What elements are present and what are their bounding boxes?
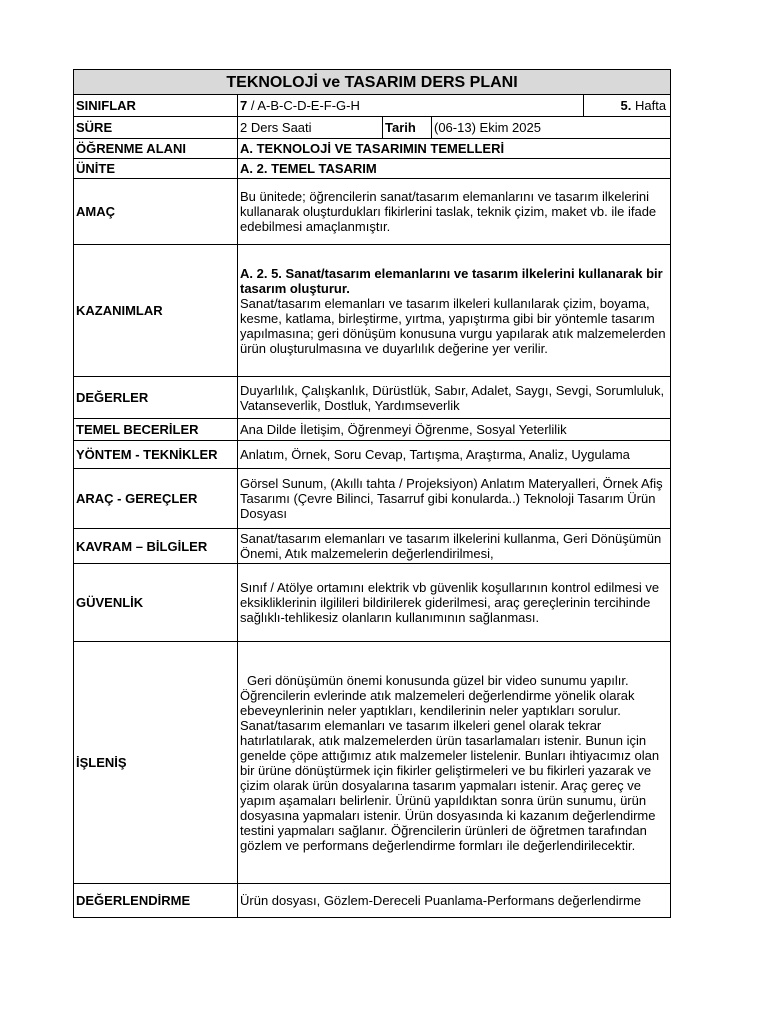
islenis-label: İŞLENİŞ [74,642,238,884]
yontem-value: Anlatım, Örnek, Soru Cevap, Tartışma, Araştırma, Analiz, Uygulama [238,441,671,469]
row-degerler [74,377,671,419]
row-ogrenme-alani [74,139,671,159]
degerlendirme-label: DEĞERLENDİRME [74,884,238,918]
tarih-label: Tarih [383,117,432,139]
guvenlik-label: GÜVENLİK [74,564,238,642]
unite-label: ÜNİTE [74,159,238,179]
tarih-value: (06-13) Ekim 2025 [432,117,671,139]
guvenlik-value: Sınıf / Atölye ortamını elektrik vb güvenlik koşullarının kontrol edilmesi ve eksikliklerinin ilgilileri bildirilerek giderilmesi, araç gereçlerinin tercihinde sağlıklı-tehlikesiz olanların kullanımının sağlanması. [238,564,671,642]
degerler-label: DEĞERLER [74,377,238,419]
week-label: Hafta [631,98,667,113]
row-kazanimlar [74,245,671,377]
islenis-paragraph-2: Sanat/tasarım elemanları ve tasarım ilkeleri genel olarak tekrar hatırlatılarak, atık malzemelerden ürün tasarlamaları istenir. Bunun için genelde çöpe attığımız atık malzemeler listelenir. Bunları ihtiyacımız olan bir ürüne dönüştürmek için fikirler geliştirmeleri ve bu fikirleri yazarak ve çizim olarak ürün dosyalarına tasarım yapmaları istenir. Araç gereç ve yapım aşamaları belirlenir. Ürünü yapıldıktan sonra ürün sunumu, ürün dosyasına yapmaları istenir. Ürün dosyasında ki kazanım değerlendirme testini yapmaları sağlanır. Öğrencilerin ürünleri de öğretmen tarafından gözlem ve performans değerlendirme formları ile değerlendirilecektir. [240,717,660,853]
grade-value: 7 [240,98,248,113]
row-kavram [74,529,671,564]
islenis-cell [238,642,671,884]
row-siniflar [74,95,671,117]
temel-beceriler-value: Ana Dilde İletişim, Öğrenmeyi Öğrenme, Sosyal Yeterlilik [238,419,671,441]
sections-value: / A-B-C-D-E-F-G-H [247,98,360,113]
row-temel-beceriler [74,419,671,441]
temel-beceriler-label: TEMEL BECERİLER [74,419,238,441]
unite-value: A. 2. TEMEL TASARIM [238,159,671,179]
arac-label: ARAÇ - GEREÇLER [74,469,238,529]
siniflar-value [238,95,584,117]
kazanimlar-label: KAZANIMLAR [74,245,238,377]
row-guvenlik [74,564,671,642]
row-sure [74,117,671,139]
kazanim-heading: A. 2. 5. Sanat/tasarım elemanlarını ve tasarım ilkelerini kullanarak bir tasarım oluşturur. [240,265,663,296]
amac-label: AMAÇ [74,179,238,245]
sure-label: SÜRE [74,117,238,139]
sure-value: 2 Ders Saati [238,117,383,139]
row-yontem [74,441,671,469]
kazanim-text: Sanat/tasarım elemanları ve tasarım ilkeleri kullanılarak çizim, boyama, kesme, katlama, birleştirme, yırtma, yapıştırma gibi bir yöntemle tasarım yapılmasına; geri dönüşüm konusuna vurgu yapılarak atık malzemelerden ürün oluşturulmasına ve duyarlılık değerine yer verilir. [240,295,666,356]
page-title: TEKNOLOJİ ve TASARIM DERS PLANI [74,70,671,95]
week-value [584,95,671,117]
week-number: 5. [620,98,632,113]
degerlendirme-value: Ürün dosyası, Gözlem-Dereceli Puanlama-Performans değerlendirme [238,884,671,918]
kazanimlar-cell [238,245,671,377]
row-degerlendirme [74,884,671,918]
ogrenme-alani-value: A. TEKNOLOJİ VE TASARIMIN TEMELLERİ [238,139,671,159]
ogrenme-alani-label: ÖĞRENME ALANI [74,139,238,159]
arac-value: Görsel Sunum, (Akıllı tahta / Projeksiyon) Anlatım Materyalleri, Örnek Afiş Tasarımı (Çevre Bilinci, Tasarruf gibi konularda..) Teknoloji Tasarım Ürün Dosyası [238,469,671,529]
row-amac [74,179,671,245]
kavram-label: KAVRAM – BİLGİLER [74,529,238,564]
degerler-value: Duyarlılık, Çalışkanlık, Dürüstlük, Sabır, Adalet, Saygı, Sevgi, Sorumluluk, Vatanseverlik, Dostluk, Yardımseverlik [238,377,671,419]
islenis-paragraph-1: Geri dönüşümün önemi konusunda güzel bir video sunumu yapılır. Öğrencilerin evlerinde atık malzemeleri değerlendirme yönelik olarak ebeveynlerinin neler yaptıkları, kendilerinin neler yaptıkları sorulur. [240,672,635,718]
row-islenis [74,642,671,884]
lesson-plan-table [73,69,671,918]
siniflar-label: SINIFLAR [74,95,238,117]
yontem-label: YÖNTEM - TEKNİKLER [74,441,238,469]
amac-value: Bu ünitede; öğrencilerin sanat/tasarım elemanlarını ve tasarım ilkelerini kullanarak oluşturdukları fikirlerini taslak, teknik çizim, maket vb. ile ifade edebilmesi amaçlanmıştır. [238,179,671,245]
kavram-value: Sanat/tasarım elemanları ve tasarım ilkelerini kullanma, Geri Dönüşümün Önemi, Atık malzemelerin değerlendirilmesi, [238,529,671,564]
row-arac [74,469,671,529]
row-unite [74,159,671,179]
